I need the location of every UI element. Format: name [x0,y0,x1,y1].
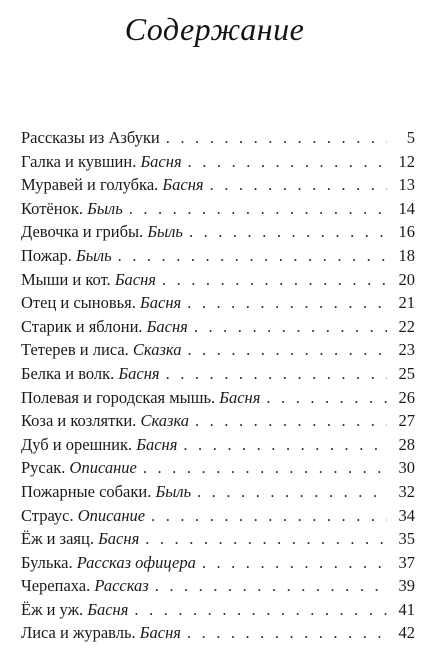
dot-leader [183,433,387,457]
dot-leader [202,551,387,575]
entry-name: Ёж и уж. [21,599,84,619]
entry-name: Пожарные собаки. [21,481,152,501]
toc-entry[interactable] [21,527,415,551]
entry-genre: Басня [140,151,182,171]
entry-genre: Описание [77,505,146,525]
entry-name: Дуб и орешник. [21,434,133,454]
entry-genre: Басня [136,434,178,454]
entry-name: Ёж и заяц. [21,529,94,549]
toc-entry[interactable] [21,574,415,598]
page-number: 20 [398,269,415,289]
toc-entry[interactable] [21,244,415,268]
entry-name: Полевая и городская мышь. [21,387,216,407]
toc-entry[interactable] [21,362,415,386]
entry-title [21,409,189,433]
page-number: 41 [398,599,415,619]
page-number: 13 [398,175,415,195]
toc-entry[interactable] [21,386,415,410]
toc-entry[interactable] [21,551,415,575]
entry-name: Булька. [21,552,73,572]
page-number: 14 [398,198,415,218]
entry-name: Рассказы из Азбуки [21,128,160,147]
entry-genre: Быль [147,222,183,242]
dot-leader [166,362,387,386]
entry-name: Отец и сыновья. [21,293,136,313]
page-number: 12 [398,151,415,171]
entry-name: Белка и волк. [21,363,115,383]
entry-genre: Быль [75,245,112,265]
entry-genre: Басня [139,623,181,643]
entry-name: Тетерев и лиса. [21,340,129,360]
toc-entry[interactable] [21,268,415,292]
entry-genre: Басня [140,293,182,313]
toc-entry[interactable] [21,480,415,504]
entry-title [21,197,123,221]
toc-entry[interactable] [21,409,415,433]
toc-entry[interactable] [21,173,415,197]
entry-name: Галка и кувшин. [21,151,137,171]
dot-leader [187,621,387,645]
page-number: 30 [398,458,415,478]
entry-title [21,338,181,362]
entry-genre: Басня [162,175,204,195]
toc-entry[interactable] [21,150,415,174]
dot-leader [145,527,387,551]
dot-leader [188,150,387,174]
page-number: 21 [398,293,415,313]
page-number: 37 [398,552,415,572]
toc-entry[interactable] [21,220,415,244]
toc-entry[interactable] [21,197,415,221]
entry-title [21,433,177,457]
entry-genre: Басня [118,363,160,383]
entry-title [21,291,181,315]
page-number: 26 [398,387,415,407]
page-number: 18 [398,245,415,265]
entry-genre: Сказка [140,411,189,431]
entry-title [21,150,182,174]
entry-name: Старик и яблони. [21,316,143,336]
table-of-contents [21,126,415,645]
dot-leader [266,386,387,410]
entry-name: Коза и козлятки. [21,411,137,431]
page-number: 23 [398,340,415,360]
page-number: 22 [398,316,415,336]
page-number: 35 [398,529,415,549]
entry-title [21,574,149,598]
entry-title [21,268,156,292]
dot-leader [166,126,387,150]
toc-entry[interactable] [21,433,415,457]
entry-name: Пожар. [21,245,72,265]
entry-genre: Рассказ [94,576,149,596]
page-number: 16 [398,222,415,242]
dot-leader [129,197,387,221]
entry-genre: Быль [155,481,192,501]
dot-leader [197,480,387,504]
entry-genre: Сказка [132,340,182,360]
toc-entry[interactable] [21,338,415,362]
dot-leader [194,315,387,339]
dot-leader [134,598,387,622]
entry-title [21,456,137,480]
dot-leader [143,456,387,480]
dot-leader [210,173,387,197]
entry-title [21,126,160,150]
entry-title [21,220,183,244]
dot-leader [195,409,387,433]
entry-title [21,386,260,410]
page-number: 28 [398,434,415,454]
dot-leader [155,574,387,598]
toc-entry[interactable] [21,456,415,480]
entry-genre: Быль [87,198,123,218]
page-number: 42 [398,623,415,643]
entry-name: Котёнок. [21,198,83,218]
page-number: 27 [398,411,415,431]
page-number: 34 [398,505,415,525]
entry-title [21,504,145,528]
entry-name: Черепаха. [21,576,91,596]
entry-name: Страус. [21,505,74,525]
entry-title [21,244,112,268]
dot-leader [187,338,387,362]
entry-title [21,173,204,197]
page-number: 25 [398,363,415,383]
entry-title [21,315,188,339]
entry-genre: Басня [98,529,140,549]
entry-title [21,551,196,575]
toc-entry[interactable] [21,598,415,622]
entry-title [21,527,139,551]
entry-genre: Рассказ офицера [76,552,196,572]
entry-genre: Басня [87,599,129,619]
dot-leader [151,504,387,528]
dot-leader [118,244,387,268]
entry-title [21,362,160,386]
page-number: 32 [398,481,415,501]
entry-name: Девочка и грибы. [21,222,144,242]
page-title: Содержание [124,11,305,47]
entry-name: Лиса и журавль. [21,623,136,643]
toc-entry[interactable] [21,126,415,150]
toc-entry[interactable] [21,291,415,315]
dot-leader [189,220,387,244]
entry-title [21,598,128,622]
page-number: 5 [406,128,415,147]
entry-name: Муравей и голубка. [21,175,159,195]
toc-entry[interactable] [21,504,415,528]
toc-entry[interactable] [21,315,415,339]
entry-genre: Описание [69,458,137,478]
toc-entry[interactable] [21,621,415,645]
entry-title [21,480,191,504]
entry-genre: Басня [146,316,188,336]
dot-leader [162,268,387,292]
entry-title [21,621,181,645]
entry-genre: Басня [114,269,156,289]
entry-name: Русак. [21,458,66,478]
page-number: 39 [398,576,415,596]
entry-genre: Басня [219,387,261,407]
dot-leader [187,291,387,315]
entry-name: Мыши и кот. [21,269,111,289]
